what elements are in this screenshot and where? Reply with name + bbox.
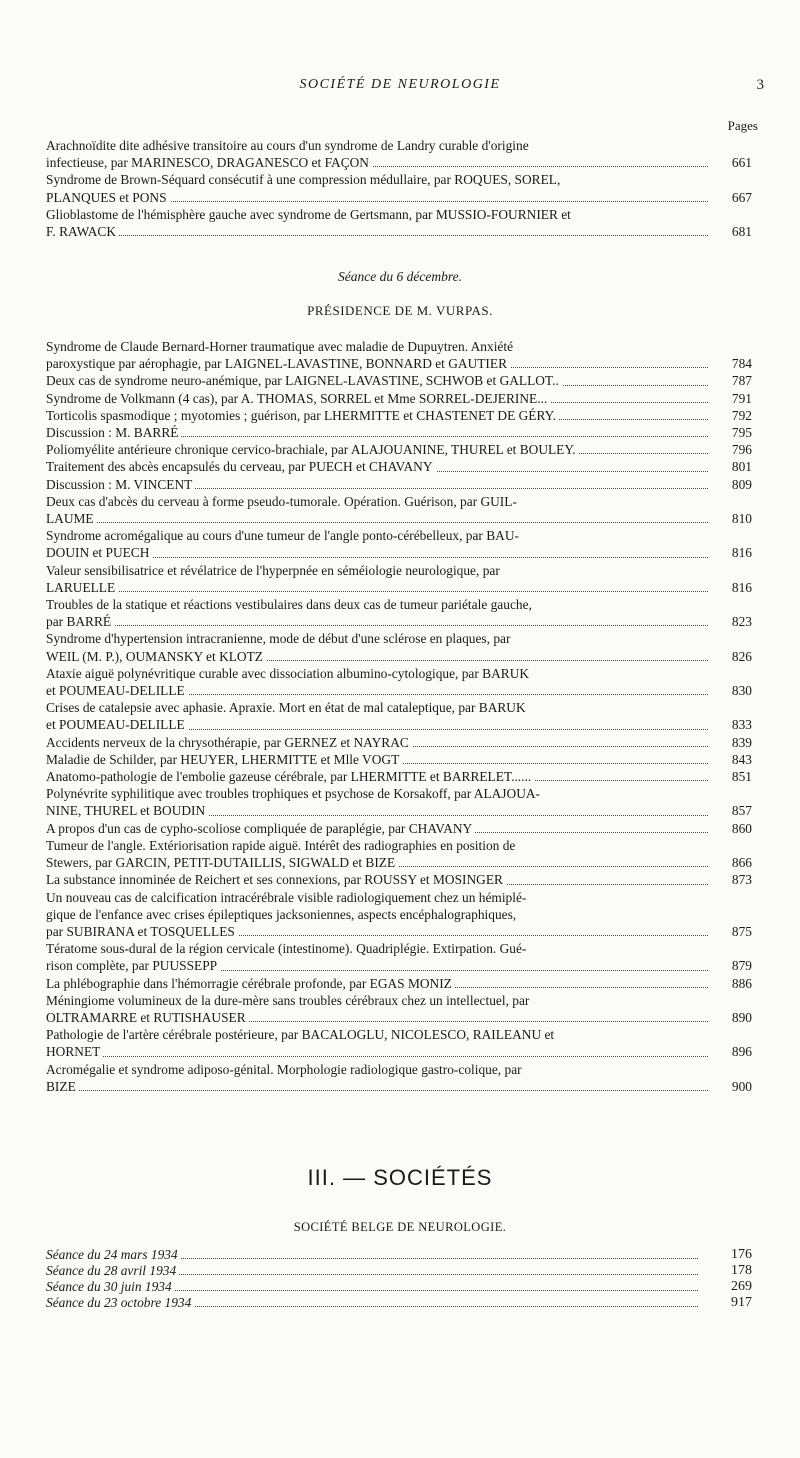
toc-entry — [46, 940, 752, 974]
toc-entry — [46, 562, 752, 596]
toc-entry-title: Polynévrite syphilitique avec troubles trophiques et psychose de Korsakoff, par ALAJOUA- NINE, THUREL et BOUDIN — [46, 785, 712, 819]
toc-entry — [46, 493, 752, 527]
toc-entry-title: Glioblastome de l'hémisphère gauche avec syndrome de Gertsmann, par MUSSIO-FOURNIER et F. RAWACK — [46, 206, 712, 240]
toc-entry-page: 796 — [731, 442, 752, 458]
toc-entry-title: Valeur sensibilisatrice et révélatrice de l'hyperpnée en séméiologie neurologique, par LARUELLE — [46, 562, 712, 596]
toc-entry-title: Tératome sous-dural de la région cervicale (intestinome). Quadriplégie. Extirpation. Gué- rison complète, par PUUSSEPP — [46, 940, 712, 974]
toc-entry-page: 787 — [731, 373, 752, 389]
toc-entry — [46, 206, 752, 240]
toc-entry — [46, 975, 752, 992]
toc-entry-page: 860 — [731, 820, 752, 836]
seances-list — [46, 1247, 752, 1311]
toc-entry-page: 792 — [731, 407, 752, 423]
toc-entry — [46, 1247, 752, 1263]
toc-entry — [46, 137, 752, 171]
toc-entry-title: Tumeur de l'angle. Extériorisation rapide aiguë. Intérêt des radiographies en position de Stewers, par GARCIN, PETIT-DUTAILLIS, SIGWALD et BIZE — [46, 837, 712, 871]
toc-entry — [46, 390, 752, 407]
toc-entry-title: Pathologie de l'artère cérébrale postérieure, par BACALOGLU, NICOLESCO, RAILEANU et HORNET — [46, 1026, 712, 1060]
toc-entry-title: Méningiome volumineux de la dure-mère sans troubles cérébraux chez un intellectuel, par OLTRAMARRE et RUTISHAUSER — [46, 992, 712, 1026]
toc-entry-title: Syndrome acromégalique au cours d'une tumeur de l'angle ponto-cérébelleux, par BAU- DOUIN et PUECH — [46, 527, 712, 561]
toc-entry — [46, 407, 752, 424]
toc-entry-page: 917 — [731, 1295, 752, 1310]
toc-entry-page: 826 — [731, 648, 752, 664]
toc-entry-title: Traitement des abcès encapsulés du cerveau, par PUECH et CHAVANY — [46, 458, 712, 475]
toc-entry — [46, 1061, 752, 1095]
toc-entry — [46, 1026, 752, 1060]
pages-column-label: Pages — [727, 118, 758, 133]
toc-entry — [46, 992, 752, 1026]
toc-entry — [46, 630, 752, 664]
toc-entry — [46, 837, 752, 871]
toc-entry-page: 873 — [731, 872, 752, 888]
toc-entry-page: 809 — [731, 476, 752, 492]
toc-entry-title: Torticolis spasmodique ; myotomies ; guérison, par LHERMITTE et CHASTENET DE GÉRY. — [46, 407, 712, 424]
toc-entry-title: Séance du 24 mars 1934 — [46, 1247, 702, 1263]
toc-entry-page: 176 — [731, 1247, 752, 1262]
toc-entry — [46, 820, 752, 837]
toc-entry-title: Anatomo-pathologie de l'embolie gazeuse cérébrale, par LHERMITTE et BARRELET...... — [46, 768, 712, 785]
toc-entry-page: 801 — [731, 459, 752, 475]
toc-entry — [46, 1279, 752, 1295]
toc-entry — [46, 768, 752, 785]
toc-entry-title: Séance du 28 avril 1934 — [46, 1263, 702, 1279]
toc-entry-title: Troubles de la statique et réactions vestibulaires dans deux cas de tumeur pariétale gauche, par BARRÉ — [46, 596, 712, 630]
toc-entry-page: 851 — [731, 769, 752, 785]
toc-entry-title: Syndrome de Claude Bernard-Horner traumatique avec maladie de Dupuytren. Anxiété paroxystique par aérophagie, par LAIGNEL-LAVASTINE, BONNARD et GAUTIER — [46, 338, 712, 372]
toc-entry-page: 843 — [731, 751, 752, 767]
toc-entry-title: Séance du 23 octobre 1934 — [46, 1295, 702, 1311]
toc-entry-page: 269 — [731, 1279, 752, 1294]
toc-entry-title: La substance innominée de Reichert et ses connexions, par ROUSSY et MOSINGER — [46, 871, 712, 888]
toc-entry-title: Accidents nerveux de la chrysothérapie, par GERNEZ et NAYRAC — [46, 734, 712, 751]
toc-entry-page: 886 — [731, 975, 752, 991]
toc-entry-page: 833 — [731, 717, 752, 733]
toc-entry-page: 178 — [731, 1263, 752, 1278]
toc-entry-page: 839 — [731, 734, 752, 750]
toc-entry — [46, 338, 752, 372]
toc-entry-title: Séance du 30 juin 1934 — [46, 1279, 702, 1295]
toc-entry-title: Crises de catalepsie avec aphasie. Apraxie. Mort en état de mal cataleptique, par BARUK et POUMEAU-DELILLE — [46, 699, 712, 733]
toc-entry — [46, 171, 752, 205]
page-number: 3 — [756, 77, 764, 93]
toc-entry-page: 816 — [731, 579, 752, 595]
toc-entry-page: 791 — [731, 390, 752, 406]
toc-entry — [46, 889, 752, 941]
running-title: SOCIÉTÉ DE NEUROLOGIE — [299, 77, 501, 92]
toc-entry-title: Ataxie aiguë polynévritique curable avec dissociation albumino-cytologique, par BARUK et POUMEAU-DELILLE — [46, 665, 712, 699]
toc-entry-title: Arachnoïdite dite adhésive transitoire au cours d'un syndrome de Landry curable d'origine infectieuse, par MARINESCO, DRAGANESCO et FAÇON — [46, 137, 712, 171]
toc-block-previous-session — [46, 137, 752, 240]
toc-entry-title: Discussion : M. VINCENT — [46, 476, 712, 493]
toc-entry-page: 879 — [731, 958, 752, 974]
toc-entry-page: 784 — [731, 356, 752, 372]
toc-entry-title: Un nouveau cas de calcification intracérébrale visible radiologiquement chez un hémiplé- gique de l'enfance avec crises épileptiques jacksoniennes, aspects encéphalographiques, par SUBIRANA et TOSQUELLES — [46, 889, 712, 941]
toc-entry — [46, 476, 752, 493]
toc-entry — [46, 458, 752, 475]
toc-entry-title: Deux cas d'abcès du cerveau à forme pseudo-tumorale. Opération. Guérison, par GUIL- LAUME — [46, 493, 712, 527]
toc-entry-title: Maladie de Schilder, par HEUYER, LHERMITTE et Mlle VOGT — [46, 751, 712, 768]
toc-entry — [46, 699, 752, 733]
toc-entry-page: 823 — [731, 614, 752, 630]
toc-entry — [46, 424, 752, 441]
seance-heading: Séance du 6 décembre. — [338, 269, 462, 284]
toc-entry-page: 900 — [731, 1078, 752, 1094]
toc-entry-page: 661 — [731, 155, 752, 171]
toc-entry-title: Syndrome de Volkmann (4 cas), par A. THOMAS, SORREL et Mme SORREL-DEJERINE... — [46, 390, 712, 407]
toc-entry-page: 816 — [731, 545, 752, 561]
toc-entry — [46, 596, 752, 630]
society-name: SOCIÉTÉ BELGE DE NEUROLOGIE. — [293, 1220, 507, 1234]
toc-entry-page: 857 — [731, 803, 752, 819]
toc-entry — [46, 871, 752, 888]
toc-entry-page: 890 — [731, 1009, 752, 1025]
toc-entry — [46, 785, 752, 819]
toc-entry — [46, 1295, 752, 1311]
toc-entry-page: 896 — [731, 1044, 752, 1060]
toc-entry-page: 667 — [731, 189, 752, 205]
toc-entry — [46, 372, 752, 389]
toc-entry-title: La phlébographie dans l'hémorragie cérébrale profonde, par EGAS MONIZ — [46, 975, 712, 992]
toc-entry — [46, 665, 752, 699]
part-heading: III. — SOCIÉTÉS — [307, 1165, 493, 1190]
toc-entry — [46, 734, 752, 751]
toc-entry-title: Deux cas de syndrome neuro-anémique, par LAIGNEL-LAVASTINE, SCHWOB et GALLOT.. — [46, 372, 712, 389]
toc-entry-title: Syndrome d'hypertension intracranienne, mode de début d'une sclérose en plaques, par WEIL (M. P.), OUMANSKY et KLOTZ — [46, 630, 712, 664]
toc-entry-page: 810 — [731, 511, 752, 527]
toc-entry-title: Poliomyélite antérieure chronique cervico-brachiale, par ALAJOUANINE, THUREL et BOULEY. — [46, 441, 712, 458]
toc-entry — [46, 1263, 752, 1279]
toc-entry-page: 875 — [731, 923, 752, 939]
toc-entry-title: A propos d'un cas de cypho-scoliose compliquée de paraplégie, par CHAVANY — [46, 820, 712, 837]
toc-block-seance-6-decembre — [46, 338, 752, 1095]
toc-entry-title: Discussion : M. BARRÉ — [46, 424, 712, 441]
toc-entry-title: Syndrome de Brown-Séquard consécutif à une compression médullaire, par ROQUES, SOREL, PLANQUES et PONS — [46, 171, 712, 205]
toc-entry-page: 795 — [731, 425, 752, 441]
toc-entry-page: 866 — [731, 855, 752, 871]
toc-entry — [46, 527, 752, 561]
presidence-line: PRÉSIDENCE DE M. VURPAS. — [307, 303, 493, 318]
toc-entry — [46, 441, 752, 458]
toc-entry-page: 681 — [731, 224, 752, 240]
toc-entry-title: Acromégalie et syndrome adiposo-génital. Morphologie radiologique gastro-colique, par BIZE — [46, 1061, 712, 1095]
toc-entry — [46, 751, 752, 768]
toc-entry-page: 830 — [731, 683, 752, 699]
